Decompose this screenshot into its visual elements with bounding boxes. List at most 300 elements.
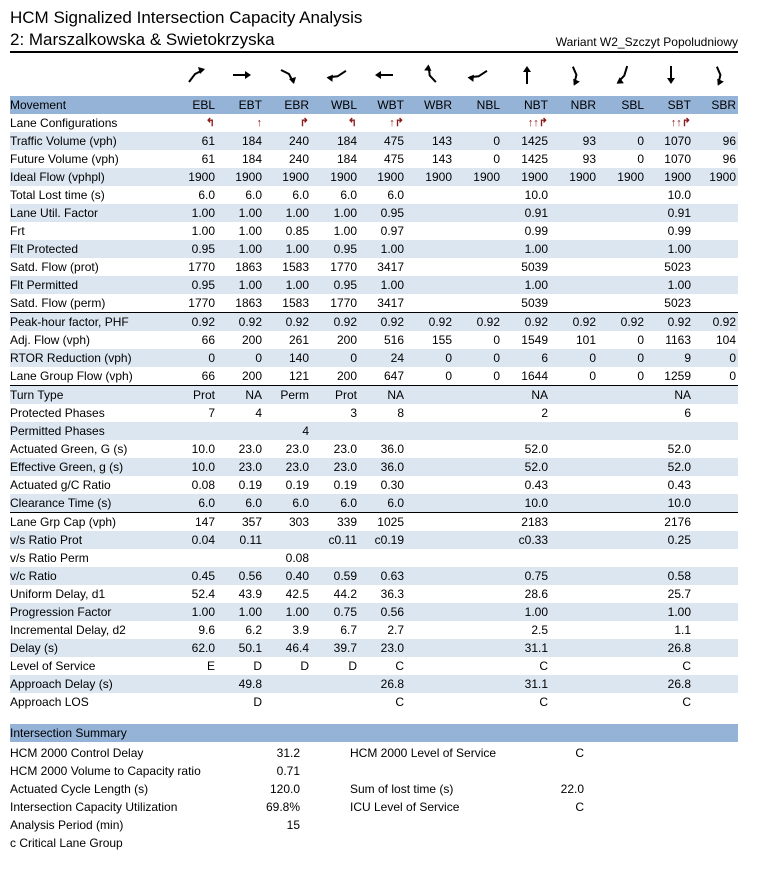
table-cell: WBT	[359, 96, 406, 114]
table-cell	[454, 258, 502, 276]
table-cell	[693, 258, 738, 276]
table-cell: 7	[208, 406, 215, 420]
table-cell: NA	[359, 386, 406, 405]
table-cell: C	[395, 659, 404, 673]
table-cell: 0.95	[170, 276, 217, 294]
table-cell: 0.63	[359, 567, 406, 585]
table-cell: 1549	[521, 333, 548, 347]
table-cell	[454, 513, 502, 532]
row-label: Effective Green, g (s)	[10, 458, 170, 476]
table-cell: ↑	[256, 117, 262, 129]
table-cell	[454, 240, 502, 258]
row-label: Flt Permitted	[10, 276, 170, 294]
table-cell	[454, 404, 502, 422]
table-cell: 2.7	[387, 623, 404, 637]
table-row	[10, 132, 738, 150]
table-cell: 10.0	[191, 442, 215, 456]
table-cell: 52.0	[524, 442, 548, 456]
table-cell: 1.00	[646, 240, 693, 258]
arrow-left-turn-icon	[315, 58, 359, 92]
table-cell: 1770	[188, 260, 215, 274]
table-cell	[598, 603, 646, 621]
table-cell: 1583	[282, 296, 309, 310]
table-cell	[646, 422, 693, 440]
table-cell: 0	[445, 369, 452, 383]
table-cell	[406, 458, 454, 476]
table-cell	[454, 294, 502, 313]
table-cell	[550, 693, 598, 711]
table-cell: 0.92	[454, 313, 502, 332]
summary-cell	[586, 762, 738, 780]
table-cell	[454, 657, 502, 675]
table-cell: E	[206, 659, 215, 673]
table-cell	[170, 693, 217, 711]
table-cell	[693, 440, 738, 458]
table-row	[10, 258, 738, 276]
table-cell: 0.58	[646, 567, 693, 585]
table-cell: 52.0	[502, 458, 550, 476]
row-label: Movement	[10, 96, 170, 114]
table-cell	[406, 404, 454, 422]
table-cell	[454, 639, 502, 657]
table-cell: 1770	[330, 260, 357, 274]
table-cell	[598, 240, 646, 258]
table-cell: 0	[550, 349, 598, 367]
table-row	[10, 367, 738, 386]
table-cell: 52.0	[646, 458, 693, 476]
table-cell: 5023	[664, 296, 691, 310]
table-cell	[598, 458, 646, 476]
table-cell: 1.1	[674, 623, 691, 637]
table-cell	[406, 222, 454, 240]
table-cell: 1900	[454, 168, 502, 186]
table-cell: 1770	[188, 296, 215, 310]
summary-cell	[302, 744, 350, 762]
table-cell	[550, 639, 598, 657]
table-cell: 516	[383, 333, 404, 347]
table-cell	[264, 675, 311, 693]
table-cell: 61	[201, 152, 215, 166]
table-cell	[693, 422, 738, 440]
table-cell	[693, 549, 738, 567]
table-cell	[598, 276, 646, 294]
table-cell: 1900	[646, 168, 693, 186]
table-cell	[454, 476, 502, 494]
table-cell: 0.95	[170, 240, 217, 258]
table-cell: 104	[715, 333, 736, 347]
table-cell: 240	[288, 152, 309, 166]
table-cell: 43.9	[238, 587, 262, 601]
arrow-up-icon	[505, 58, 549, 92]
table-cell	[454, 440, 502, 458]
table-cell: 96	[722, 152, 736, 166]
table-cell	[502, 422, 550, 440]
table-cell	[550, 476, 598, 494]
table-cell: 121	[288, 369, 309, 383]
table-cell: 1425	[502, 132, 550, 150]
table-cell: 1583	[282, 260, 309, 274]
table-cell: 261	[288, 333, 309, 347]
table-cell	[693, 621, 738, 639]
table-cell: 339	[311, 513, 359, 532]
table-row	[10, 150, 738, 168]
table-cell: 6	[684, 406, 691, 420]
table-cell: 1.00	[311, 204, 359, 222]
row-label: Approach LOS	[10, 695, 89, 709]
table-cell	[550, 675, 598, 693]
table-row	[10, 585, 738, 603]
table-cell: 1.00	[238, 224, 262, 238]
table-cell: 61	[170, 132, 217, 150]
table-cell: 1900	[217, 168, 264, 186]
table-cell: 36.0	[380, 442, 404, 456]
table-row	[10, 675, 738, 693]
table-cell: D	[253, 695, 262, 709]
table-cell: 10.0	[646, 494, 693, 513]
table-cell: 0	[589, 369, 596, 383]
table-cell: 66	[201, 369, 215, 383]
row-label: Clearance Time (s)	[10, 494, 170, 513]
summary-cell: Sum of lost time (s)	[350, 782, 454, 796]
table-cell	[646, 549, 693, 567]
table-cell	[454, 531, 502, 549]
table-row	[10, 440, 738, 458]
table-cell: 49.8	[217, 675, 264, 693]
table-cell	[454, 567, 502, 585]
table-cell	[454, 494, 502, 513]
table-cell: 1.00	[264, 603, 311, 621]
table-cell	[550, 258, 598, 276]
table-cell: 0	[729, 369, 736, 383]
summary-cell: Analysis Period (min)	[10, 818, 124, 832]
table-cell	[406, 603, 454, 621]
table-cell: 1.00	[191, 224, 215, 238]
table-cell: 140	[264, 349, 311, 367]
table-row	[10, 276, 738, 294]
row-label: Uniform Delay, d1	[10, 587, 106, 601]
table-cell	[217, 549, 264, 567]
table-cell: 23.0	[333, 442, 357, 456]
table-cell: NBR	[550, 96, 598, 114]
table-cell: 0.92	[359, 313, 406, 332]
table-cell: 5039	[521, 296, 548, 310]
table-cell	[598, 639, 646, 657]
table-cell	[454, 186, 502, 204]
table-cell	[693, 204, 738, 222]
table-cell	[550, 621, 598, 639]
table-cell: 10.0	[502, 494, 550, 513]
table-cell: 1.00	[217, 204, 264, 222]
table-cell: 23.0	[264, 458, 311, 476]
table-cell: 0.08	[191, 478, 215, 492]
table-cell	[598, 621, 646, 639]
table-cell	[454, 675, 502, 693]
table-row	[10, 476, 738, 494]
summary-cell: HCM 2000 Volume to Capacity ratio	[10, 764, 201, 778]
summary-cell	[550, 762, 586, 780]
table-cell	[550, 186, 598, 204]
arrow-right-turn-icon	[409, 58, 453, 92]
table-cell: 5039	[521, 260, 548, 274]
summary-cell: HCM 2000 Control Delay	[10, 746, 144, 760]
table-cell: 1.00	[359, 276, 406, 294]
summary-row	[10, 780, 738, 798]
table-row	[10, 621, 738, 639]
table-cell: NA	[217, 386, 264, 405]
table-cell	[454, 222, 502, 240]
table-cell: 23.0	[238, 442, 262, 456]
table-cell: 1.00	[333, 224, 357, 238]
summary-row	[10, 834, 738, 852]
table-cell: 6.0	[292, 188, 309, 202]
table-row	[10, 386, 738, 405]
table-cell: 3417	[377, 296, 404, 310]
summary-row	[10, 762, 738, 780]
table-cell: 1070	[646, 132, 693, 150]
table-cell	[311, 549, 359, 567]
table-cell: 1.00	[502, 240, 550, 258]
summary-cell	[586, 780, 738, 798]
table-cell: 0.92	[406, 313, 454, 332]
summary-cell: 22.0	[560, 782, 584, 796]
table-row	[10, 204, 738, 222]
row-label: Satd. Flow (perm)	[10, 296, 106, 310]
table-cell: 1.00	[646, 603, 693, 621]
table-cell	[693, 494, 738, 513]
table-cell: 0	[454, 349, 502, 367]
table-cell	[598, 585, 646, 603]
table-cell: ↰	[347, 117, 357, 129]
table-cell	[454, 585, 502, 603]
table-cell: 23.0	[285, 442, 309, 456]
table-cell	[598, 494, 646, 513]
table-cell: 6.0	[217, 494, 264, 513]
table-cell	[550, 513, 598, 532]
table-cell: ↑↑↱	[670, 117, 691, 129]
table-cell	[693, 675, 738, 693]
table-cell: 0.92	[311, 313, 359, 332]
summary-cell: 0.71	[276, 764, 300, 778]
table-cell: NBT	[502, 96, 550, 114]
summary-cell	[586, 834, 738, 852]
table-cell: 1770	[330, 296, 357, 310]
table-cell: SBL	[598, 96, 646, 114]
row-label: Incremental Delay, d2	[10, 623, 126, 637]
table-cell	[550, 549, 598, 567]
table-cell	[598, 204, 646, 222]
table-cell	[550, 657, 598, 675]
table-row	[10, 294, 738, 313]
summary-cell: c Critical Lane Group	[10, 836, 123, 850]
arrow-right-icon	[220, 58, 264, 92]
table-cell	[454, 458, 502, 476]
table-cell	[693, 404, 738, 422]
summary-cell	[550, 834, 586, 852]
table-cell: 6.0	[170, 494, 217, 513]
summary-cell	[302, 834, 350, 852]
table-cell	[693, 603, 738, 621]
table-cell	[359, 422, 406, 440]
table-cell: 184	[241, 152, 262, 166]
table-cell: 1025	[359, 513, 406, 532]
table-cell: 0.56	[217, 567, 264, 585]
table-cell	[598, 114, 646, 132]
row-label: Lane Configurations	[10, 116, 118, 130]
table-cell: 6.2	[245, 623, 262, 637]
table-cell: NA	[646, 386, 693, 405]
table-cell	[693, 458, 738, 476]
lane-config-row	[10, 114, 738, 132]
summary-cell: HCM 2000 Level of Service	[350, 746, 497, 760]
table-cell: 0.95	[311, 276, 359, 294]
table-cell: ↑↑↱	[527, 117, 548, 129]
table-cell: 1.00	[170, 603, 217, 621]
table-cell: 0.11	[217, 531, 264, 549]
table-cell: 26.8	[646, 639, 693, 657]
table-cell	[693, 186, 738, 204]
summary-cell: Actuated Cycle Length (s)	[10, 782, 149, 796]
table-cell	[550, 458, 598, 476]
table-cell: 0.19	[285, 478, 309, 492]
table-cell	[264, 531, 311, 549]
table-cell: 4	[264, 422, 311, 440]
table-cell	[170, 675, 217, 693]
table-cell	[693, 476, 738, 494]
row-label: Lane Grp Cap (vph)	[10, 513, 170, 532]
table-cell: 4	[255, 406, 262, 420]
summary-cell	[550, 816, 586, 834]
table-cell: 0.56	[359, 603, 406, 621]
summary-cell: 15	[286, 818, 300, 832]
table-cell: Prot	[170, 386, 217, 405]
table-cell: Prot	[311, 386, 359, 405]
table-cell	[693, 222, 738, 240]
table-cell: 39.7	[311, 639, 359, 657]
table-cell	[598, 567, 646, 585]
table-cell	[550, 114, 598, 132]
table-row	[10, 549, 738, 567]
table-cell	[693, 585, 738, 603]
table-cell	[550, 294, 598, 313]
table-cell: 240	[264, 132, 311, 150]
row-label: Level of Service	[10, 659, 96, 673]
table-cell: 0.99	[524, 224, 548, 238]
table-cell: 52.0	[667, 442, 691, 456]
table-cell: 143	[431, 152, 452, 166]
table-cell: ↰	[205, 117, 215, 129]
table-cell: 1900	[406, 168, 454, 186]
table-cell: 303	[264, 513, 311, 532]
table-cell: c0.19	[359, 531, 406, 549]
analysis-table	[10, 96, 738, 711]
table-cell: 0	[454, 132, 502, 150]
table-cell: 0.19	[333, 478, 357, 492]
table-cell: 0.92	[646, 313, 693, 332]
table-cell: 1.00	[646, 276, 693, 294]
table-cell	[406, 531, 454, 549]
table-cell	[406, 186, 454, 204]
table-cell: 6.0	[359, 494, 406, 513]
table-cell: D	[300, 659, 309, 673]
table-cell	[406, 585, 454, 603]
table-cell	[311, 422, 359, 440]
table-cell	[598, 186, 646, 204]
table-cell: 0	[598, 132, 646, 150]
table-cell	[406, 240, 454, 258]
table-cell	[454, 621, 502, 639]
table-cell: 10.0	[170, 458, 217, 476]
table-cell	[550, 494, 598, 513]
table-cell: 6.0	[264, 494, 311, 513]
table-cell	[406, 114, 454, 132]
table-cell: 25.7	[667, 587, 691, 601]
table-cell: 31.1	[502, 639, 550, 657]
table-cell	[217, 422, 264, 440]
table-cell: 184	[311, 132, 359, 150]
table-cell	[550, 204, 598, 222]
table-cell: 0	[493, 369, 500, 383]
table-cell: 1425	[521, 152, 548, 166]
table-cell: 1163	[665, 333, 691, 347]
intersection-summary-header: Intersection Summary	[10, 724, 738, 742]
table-cell	[693, 657, 738, 675]
table-cell	[264, 693, 311, 711]
title-rule	[10, 51, 738, 53]
table-cell: 1900	[264, 168, 311, 186]
table-cell: 6.7	[340, 623, 357, 637]
table-cell	[406, 476, 454, 494]
table-cell: 10.0	[524, 188, 548, 202]
table-cell	[550, 240, 598, 258]
table-cell	[264, 404, 311, 422]
table-cell	[454, 603, 502, 621]
table-cell: 10.0	[667, 188, 691, 202]
row-label: Permitted Phases	[10, 422, 170, 440]
table-cell	[598, 657, 646, 675]
table-cell: c0.11	[311, 531, 359, 549]
row-label: Protected Phases	[10, 406, 105, 420]
table-row	[10, 603, 738, 621]
table-cell: 0.04	[170, 531, 217, 549]
table-cell: 0	[637, 369, 644, 383]
table-cell: C	[539, 659, 548, 673]
arrow-right-turn-icon	[553, 58, 597, 92]
table-row	[10, 494, 738, 513]
table-cell: EBR	[264, 96, 311, 114]
table-row	[10, 349, 738, 367]
table-cell: 200	[241, 369, 262, 383]
summary-row	[10, 798, 738, 816]
row-label: Peak-hour factor, PHF	[10, 313, 170, 332]
table-cell	[598, 549, 646, 567]
table-cell	[406, 294, 454, 313]
summary-cell	[350, 762, 550, 780]
table-row	[10, 222, 738, 240]
table-cell: 0.45	[170, 567, 217, 585]
table-cell: 1.00	[264, 240, 311, 258]
table-row	[10, 404, 738, 422]
table-cell: 0	[493, 152, 500, 166]
table-cell: 2183	[502, 513, 550, 532]
table-cell: 9.6	[198, 623, 215, 637]
table-cell	[693, 639, 738, 657]
table-cell	[598, 440, 646, 458]
table-cell: 5023	[664, 260, 691, 274]
summary-cell	[586, 744, 738, 762]
table-cell: 23.0	[217, 458, 264, 476]
table-cell: 96	[693, 132, 738, 150]
table-cell: 0	[217, 349, 264, 367]
